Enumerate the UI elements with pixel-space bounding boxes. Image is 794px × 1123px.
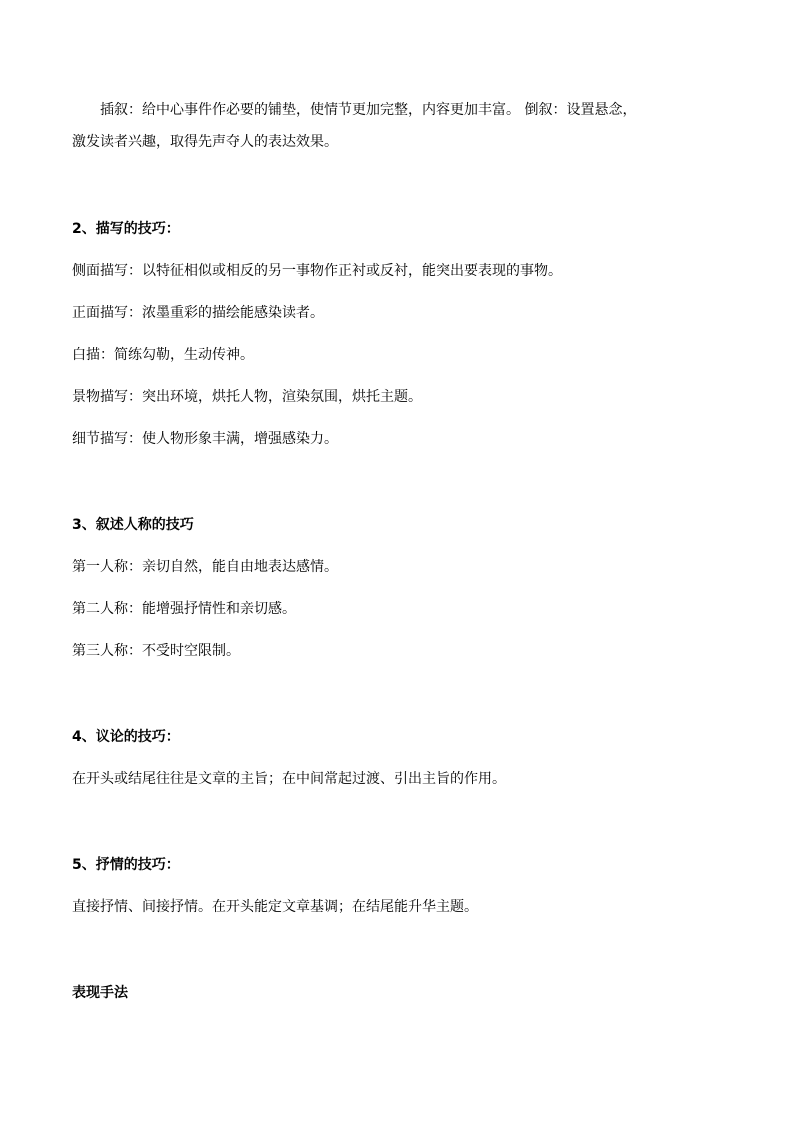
section-4-heading: 4、议论的技巧： bbox=[72, 729, 180, 745]
section-5-item-1: 直接抒情、间接抒情。在开头能定文章基调；在结尾能升华主题。 bbox=[72, 899, 478, 915]
section-2-item-3: 白描：简练勾勒，生动传神。 bbox=[72, 347, 254, 363]
section-3-heading: 3、叙述人称的技巧 bbox=[72, 517, 194, 533]
section-2-item-2: 正面描写：浓墨重彩的描绘能感染读者。 bbox=[72, 305, 324, 321]
section-3-item-3: 第三人称：不受时空限制。 bbox=[72, 643, 240, 659]
section-4-item-1: 在开头或结尾往往是文章的主旨；在中间常起过渡、引出主旨的作用。 bbox=[72, 771, 506, 787]
closing-heading: 表现手法 bbox=[72, 985, 128, 1001]
section-2-item-5: 细节描写：使人物形象丰满，增强感染力。 bbox=[72, 431, 338, 447]
section-3-item-2: 第二人称：能增强抒情性和亲切感。 bbox=[72, 601, 296, 617]
section-2-item-1: 侧面描写：以特征相似或相反的另一事物作正衬或反衬，能突出要表现的事物。 bbox=[72, 263, 562, 279]
intro-line-2: 激发读者兴趣，取得先声夺人的表达效果。 bbox=[72, 134, 338, 150]
intro-line-1: 插叙：给中心事件作必要的铺垫，使情节更加完整，内容更加丰富。 倒叙：设置悬念， bbox=[100, 102, 637, 118]
section-5-heading: 5、抒情的技巧： bbox=[72, 857, 180, 873]
section-2-item-4: 景物描写：突出环境，烘托人物，渲染氛围，烘托主题。 bbox=[72, 389, 422, 405]
section-3-item-1: 第一人称：亲切自然，能自由地表达感情。 bbox=[72, 559, 338, 575]
section-2-heading: 2、描写的技巧： bbox=[72, 221, 180, 237]
